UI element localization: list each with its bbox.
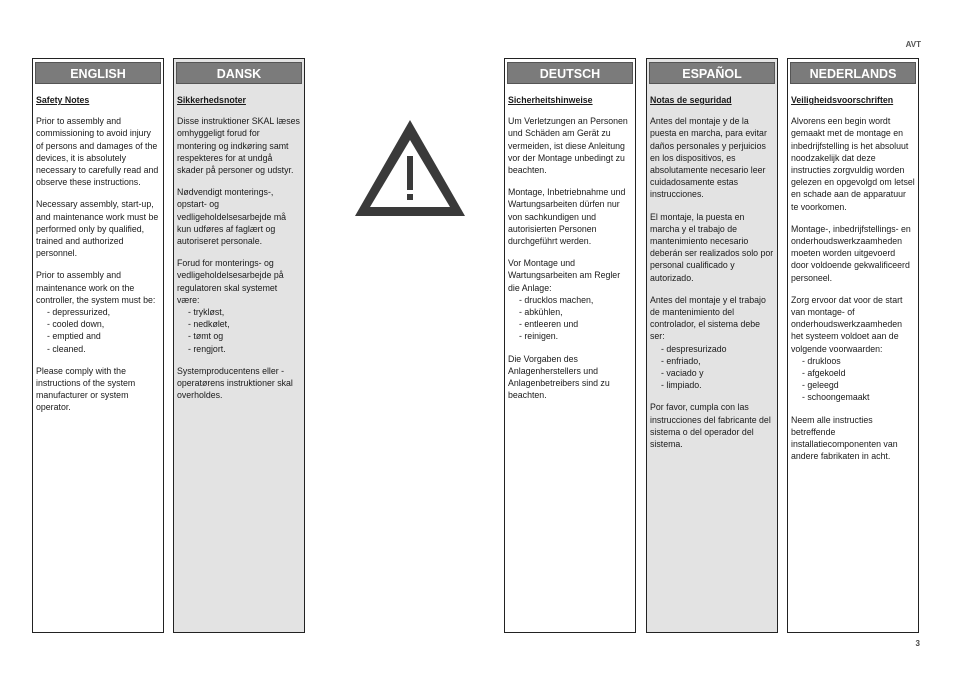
paragraph: Antes del montaje y de la puesta en marcha, para evitar daños personales y perjuicios en los dispositivos, es absolutamente necesario leer cuidadosamente estas instrucciones. bbox=[650, 116, 767, 200]
list-item: - entleeren und bbox=[519, 318, 632, 330]
paragraph: Systemproducentens eller -operatørens instruktioner skal overholdes. bbox=[177, 365, 293, 401]
list-item: - emptied and bbox=[47, 330, 160, 342]
paragraph: Vor Montage und Wartungsarbeiten am Regler die Anlage: bbox=[508, 258, 621, 293]
list-item: - vaciado y bbox=[661, 367, 774, 379]
list-item: - nedkølet, bbox=[188, 318, 301, 330]
paragraph: Montage, Inbetriebnahme und Wartungsarbeiten dürfen nur von sachkundigen und autorisierten Personen durchgeführt werden. bbox=[508, 187, 626, 247]
paragraph: Por favor, cumpla con las instrucciones del fabricante del sistema o del operador del sistema. bbox=[650, 402, 771, 450]
list-item: - drukloos bbox=[802, 355, 915, 367]
list-item: - abkühlen, bbox=[519, 306, 632, 318]
paragraph: Nødvendigt monterings-, opstart- og vedligeholdelsesarbejde må kun udføres af faglært og autoriseret personale. bbox=[177, 187, 287, 247]
paragraph: Neem alle instructies betreffende installatiecomponenten van andere fabrikaten in acht. bbox=[791, 414, 898, 462]
column-espanol bbox=[646, 58, 778, 633]
list-item: - drucklos machen, bbox=[519, 294, 632, 306]
list-item: - despresurizado bbox=[661, 343, 774, 355]
section-title: Safety Notes bbox=[36, 95, 90, 105]
paragraph: Please comply with the instructions of the system manufacturer or system operator. bbox=[36, 365, 136, 413]
condition-list bbox=[802, 355, 915, 404]
column-heading: ENGLISH bbox=[35, 62, 161, 84]
paragraph: Alvorens een begin wordt gemaakt met de montage en inbedrijfstelling is het absoluut noodzakelijk dat deze instructies zorgvuldig worden gelezen en opgevolgd om letsel en schade aan de apparatuur te voorkomen. bbox=[791, 116, 915, 212]
column-deutsch bbox=[504, 58, 636, 633]
list-item: - geleegd bbox=[802, 379, 915, 391]
paragraph: Antes del montaje y el trabajo de mantenimiento del controlador, el sistema debe ser: bbox=[650, 294, 766, 342]
paragraph: Forud for monterings- og vedligeholdelsesarbejde på regulatoren skal systemet være: bbox=[177, 258, 284, 305]
column-heading: DANSK bbox=[176, 62, 302, 84]
document-code: AVT bbox=[905, 40, 921, 49]
section-title: Sikkerhedsnoter bbox=[177, 95, 246, 105]
list-item: - limpiado. bbox=[661, 379, 774, 391]
condition-list bbox=[661, 343, 774, 392]
list-item: - tømt og bbox=[188, 330, 301, 342]
condition-list bbox=[519, 294, 632, 343]
list-item: - cooled down, bbox=[47, 318, 160, 330]
column-heading: ESPAÑOL bbox=[649, 62, 775, 84]
section-title: Veiligheidsvoorschriften bbox=[791, 95, 894, 105]
paragraph: Necessary assembly, start-up, and maintenance work must be performed only by qualified, trained and authorized personnel. bbox=[36, 199, 159, 259]
column-heading: DEUTSCH bbox=[507, 62, 633, 84]
column-dansk bbox=[173, 58, 305, 633]
page-number: 3 bbox=[915, 639, 920, 648]
list-item: - enfriado, bbox=[661, 355, 774, 367]
list-item: - reinigen. bbox=[519, 330, 632, 342]
paragraph: Prior to assembly and commissioning to avoid injury of persons and damages of the devices, it is absolutely necessary to carefully read and observe these instructions. bbox=[36, 116, 159, 188]
section-title: Sicherheitshinweise bbox=[508, 95, 593, 105]
list-item: - schoongemaakt bbox=[802, 391, 915, 403]
paragraph: Um Verletzungen an Personen und Schäden am Gerät zu vermeiden, ist diese Anleitung vor der Montage unbedingt zu beachten. bbox=[508, 116, 628, 176]
condition-list bbox=[188, 306, 301, 355]
list-item: - afgekoeld bbox=[802, 367, 915, 379]
paragraph: Montage-, inbedrijfstellings- en onderhoudswerkzaamheden moeten worden uitgevoerd door voldoende gekwalificeerd personeel. bbox=[791, 223, 911, 283]
section-title: Notas de seguridad bbox=[650, 95, 732, 105]
column-nederlands bbox=[787, 58, 919, 633]
paragraph: Zorg ervoor dat voor de start van montage- of onderhoudswerkzaamheden het systeem voldoet aan de volgende voorwaarden: bbox=[791, 294, 903, 354]
condition-list bbox=[47, 306, 160, 355]
warning-icon bbox=[353, 118, 467, 218]
list-item: - cleaned. bbox=[47, 343, 160, 355]
list-item: - trykløst, bbox=[188, 306, 301, 318]
paragraph: Prior to assembly and maintenance work on the controller, the system must be: bbox=[36, 270, 156, 305]
list-item: - depressurized, bbox=[47, 306, 160, 318]
paragraph: El montaje, la puesta en marcha y el trabajo de mantenimiento necesario deberán ser realizados solo por personal cualificado y autorizado. bbox=[650, 211, 774, 283]
column-english bbox=[32, 58, 164, 633]
list-item: - rengjort. bbox=[188, 343, 301, 355]
paragraph: Die Vorgaben des Anlagenherstellers und Anlagenbetreibers sind zu beachten. bbox=[508, 353, 610, 401]
column-heading: NEDERLANDS bbox=[790, 62, 916, 84]
paragraph: Disse instruktioner SKAL læses omhyggeligt forud for montering og indkøring samt respekteres for at undgå skader på personer og udstyr. bbox=[177, 116, 300, 176]
